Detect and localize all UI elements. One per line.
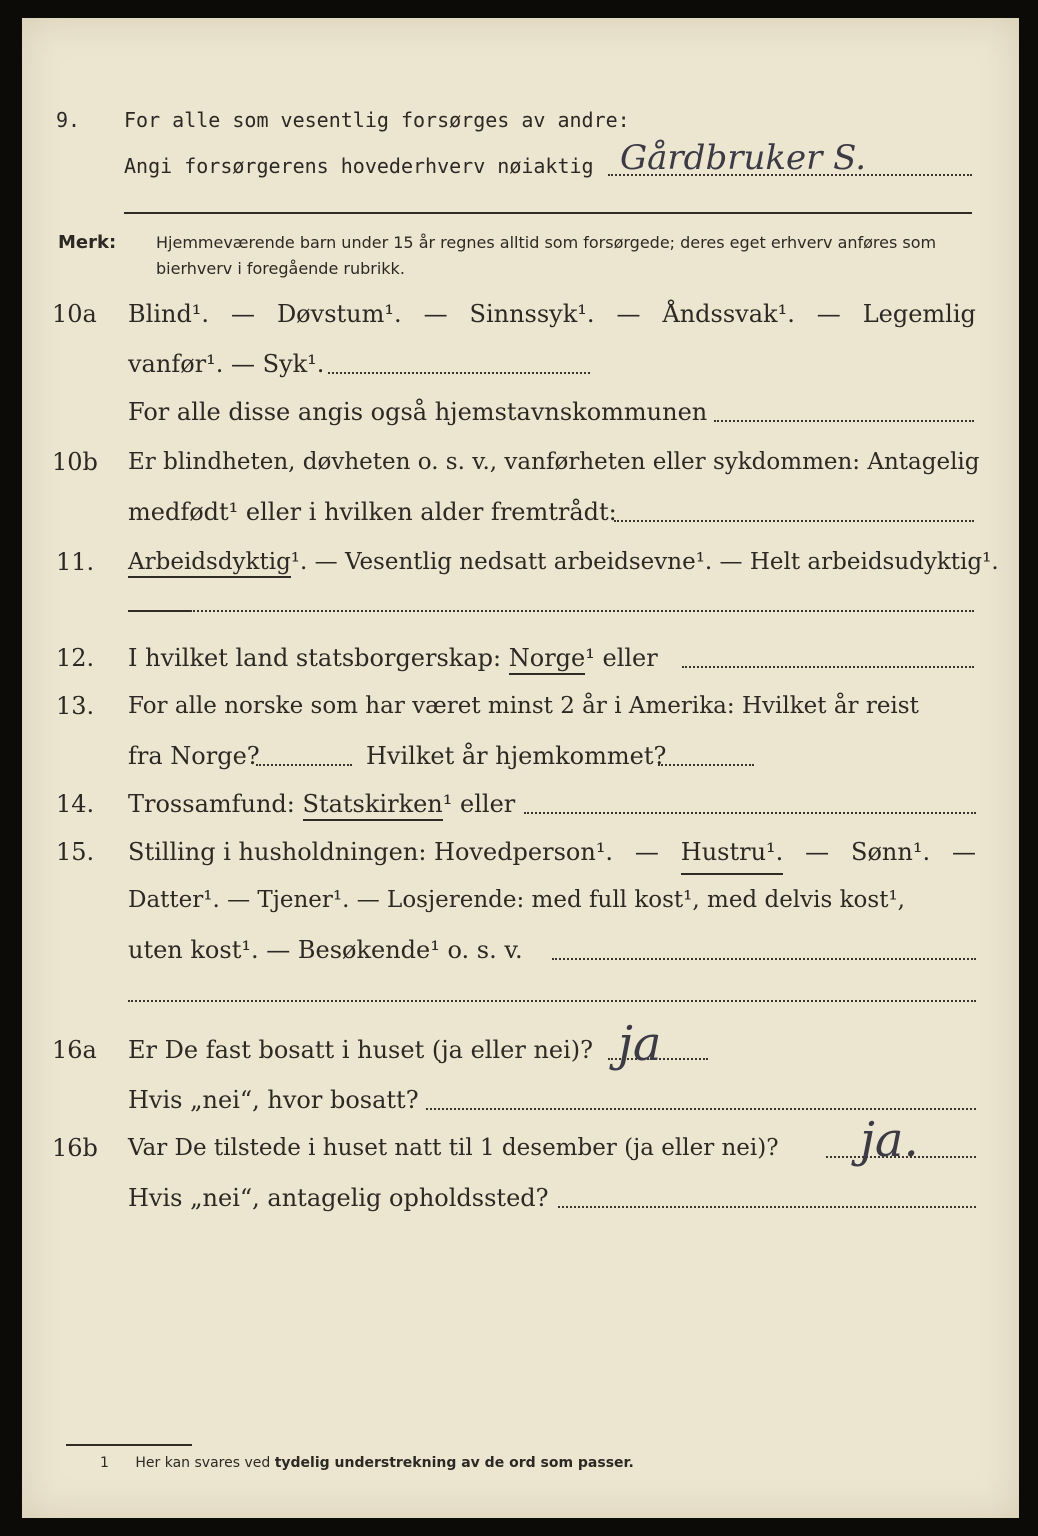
question-number: 11. (56, 548, 95, 576)
question-number: 16b (52, 1134, 98, 1162)
question-text: Trossamfund: Statskirken¹ eller (128, 784, 515, 824)
option-andssvak: Åndssvak¹. (662, 300, 795, 328)
dash: — (616, 300, 641, 328)
dash: — (816, 300, 841, 328)
question-16a (22, 1016, 1019, 1072)
option-hovedperson: Stilling i husholdningen: Hovedperson¹. (128, 838, 614, 866)
answer-line (524, 812, 976, 814)
question-number: 10b (52, 448, 98, 476)
answer-line (614, 520, 974, 522)
question-10a (22, 294, 1019, 334)
question-15-line3 (22, 930, 1019, 970)
question-number: 9. (56, 108, 81, 132)
question-text: For alle som vesentlig forsørges av andre: (124, 108, 630, 132)
dash: — (423, 300, 448, 328)
answer-line (558, 1206, 976, 1208)
note-text: Hjemmeværende barn under 15 år regnes alltid som forsørgede; deres eget erhverv anføres som bierhverv i foregående rubrikk. (156, 233, 937, 278)
answer-line (658, 764, 754, 766)
footnote-text-bold: tydelig understrekning av de ord som passer. (274, 1455, 634, 1471)
question-14 (22, 784, 1019, 824)
question-9-answer-line (22, 138, 1019, 186)
question-text: Hvis „nei“, antagelig opholdssted? (128, 1184, 549, 1212)
question-text (128, 294, 976, 334)
underlined-answer[interactable]: Arbeidsdyktig (128, 549, 291, 578)
question-9 (22, 100, 1019, 140)
question-12 (22, 638, 1019, 678)
question-11 (22, 542, 1019, 582)
footnote-marker: 1 (100, 1455, 109, 1471)
question-10a-line3 (22, 392, 1019, 432)
question-text: medfødt¹ eller i hvilken alder fremtrådt: (128, 498, 617, 526)
question-text: uten kost¹. — Besøkende¹ o. s. v. (128, 936, 523, 964)
question-16b (22, 1112, 1019, 1168)
question-text: Arbeidsdyktig¹. — Vesentlig nedsatt arbeidsevne¹. — Helt arbeidsudyktig¹. (128, 542, 999, 582)
census-form-page (22, 18, 1019, 1518)
question-text: Hvis „nei“, hvor bosatt? (128, 1086, 419, 1114)
answer-line (426, 1108, 976, 1110)
question-number: 12. (56, 644, 95, 672)
footnote-text: Her kan svares ved (135, 1455, 271, 1471)
question-text (128, 832, 976, 875)
question-text: Hvilket år hjemkommet? (366, 742, 667, 770)
footnote (100, 1452, 634, 1474)
option-dovstum: Døvstum¹. (276, 300, 402, 328)
question-15-line2 (22, 880, 1019, 920)
answer-line (256, 764, 352, 766)
dash: — (805, 838, 830, 866)
question-text: For alle norske som har været minst 2 år i Amerika: Hvilket år reist (128, 693, 919, 719)
underlined-answer[interactable]: Hustru¹. (681, 832, 784, 875)
underlined-answer[interactable]: Statskirken (303, 790, 443, 821)
dash: — (634, 838, 659, 866)
option-blind: Blind¹. (128, 300, 210, 328)
answer-line (682, 666, 974, 668)
handwritten-answer[interactable]: ja. (860, 1112, 919, 1168)
answer-underline (128, 610, 190, 612)
question-10b (22, 442, 1019, 482)
option-sinnssyk: Sinnssyk¹. (469, 300, 595, 328)
footnote-rule (66, 1444, 192, 1446)
question-10a-line2 (22, 344, 1019, 384)
question-text: Var De tilstede i huset natt til 1 desember (ja eller nei)? (128, 1135, 779, 1161)
question-13-line2 (22, 736, 1019, 776)
question-text: vanfør¹. — Syk¹. (128, 350, 325, 378)
option-legemlig: Legemlig (862, 300, 976, 328)
divider (124, 212, 972, 214)
handwritten-answer[interactable]: Gårdbruker S. (620, 138, 867, 178)
option-sonn: Sønn¹. (851, 838, 931, 866)
answer-line (714, 420, 974, 422)
question-text: I hvilket land statsborgerskap: Norge¹ eller (128, 638, 658, 678)
question-number: 15. (56, 838, 95, 866)
question-text: Er blindheten, døvheten o. s. v., vanførheten eller sykdommen: Antagelig (128, 449, 980, 475)
question-text: fra Norge? (128, 742, 260, 770)
question-text: For alle disse angis også hjemstavnskommunen (128, 398, 708, 426)
underlined-answer[interactable]: Norge (509, 644, 586, 675)
question-number: 13. (56, 692, 95, 720)
question-text: Er De fast bosatt i huset (ja eller nei)? (128, 1036, 594, 1064)
question-number: 10a (52, 300, 97, 328)
question-number: 16a (52, 1036, 97, 1064)
question-10b-line2 (22, 492, 1019, 532)
question-15 (22, 832, 1019, 872)
question-number: 14. (56, 790, 95, 818)
note-label: Merk: (58, 232, 117, 253)
answer-line (190, 610, 974, 612)
answer-line (128, 1000, 976, 1002)
dash: — (231, 300, 255, 328)
question-16b-line2 (22, 1178, 1019, 1218)
handwritten-answer[interactable]: ja (618, 1016, 662, 1072)
question-text: Angi forsørgerens hovederhverv nøiaktig (124, 154, 594, 178)
question-13 (22, 686, 1019, 726)
dash: — (951, 838, 976, 866)
answer-line (328, 372, 590, 374)
question-text: Datter¹. — Tjener¹. — Losjerende: med full kost¹, med delvis kost¹, (128, 887, 905, 913)
answer-line (552, 958, 976, 960)
